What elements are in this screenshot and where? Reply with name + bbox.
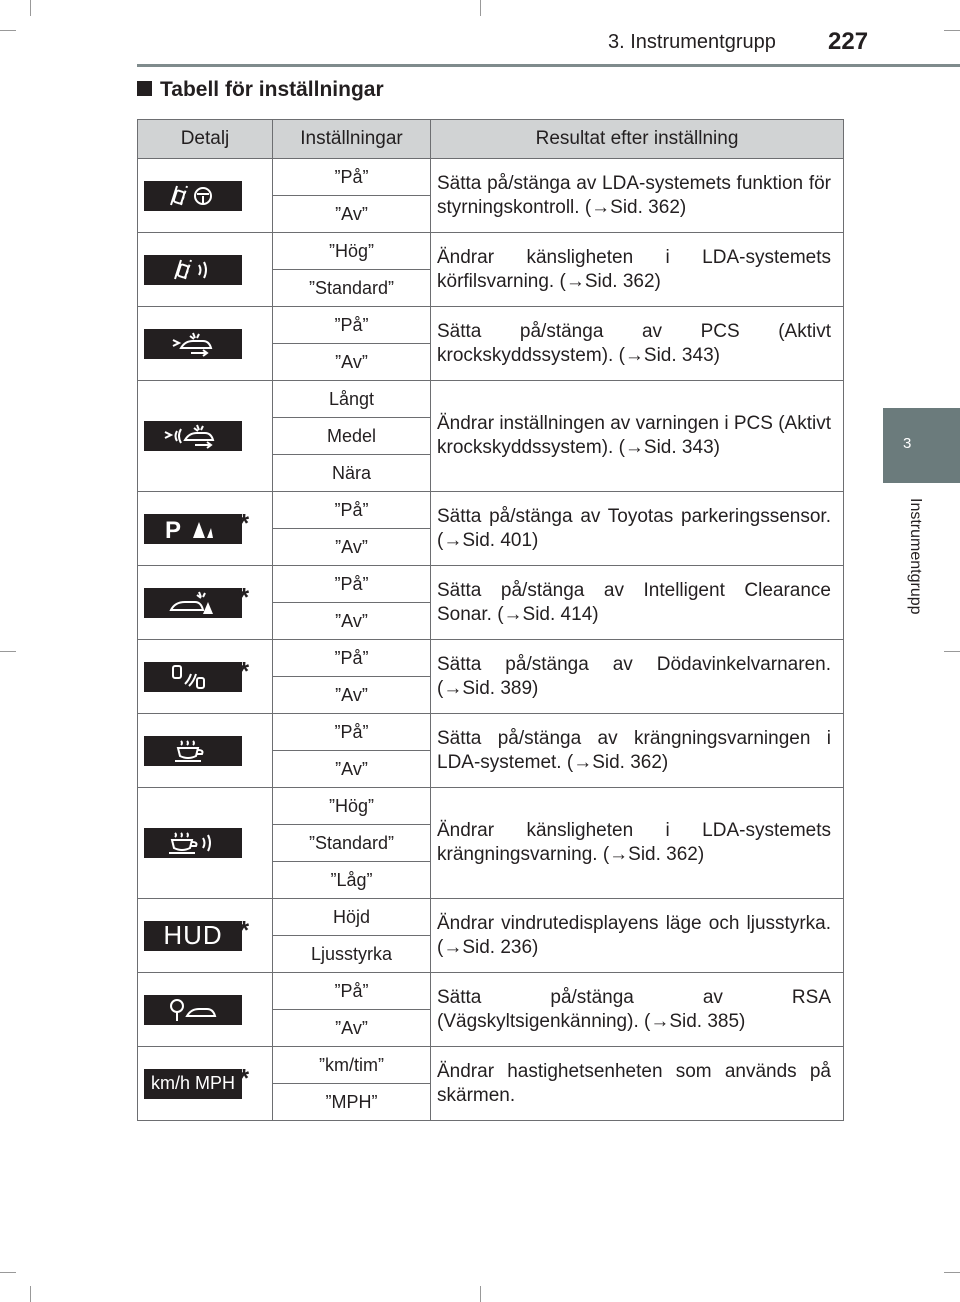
table-row bbox=[138, 1047, 844, 1084]
detail-cell bbox=[138, 788, 273, 899]
setting-value: Höjd bbox=[273, 899, 431, 936]
setting-value: ”På” bbox=[273, 307, 431, 344]
speed-unit-icon-label: km/h MPH bbox=[150, 1073, 235, 1093]
header-rule bbox=[137, 64, 960, 67]
crop-mark bbox=[480, 1286, 481, 1302]
column-header-result: Resultat efter inställning bbox=[431, 120, 844, 159]
footnote-asterisk: * bbox=[239, 1062, 250, 1093]
result-cell: Sätta på/stänga av Toyotas parkeringssensor. (→Sid. 401) bbox=[431, 492, 844, 566]
chapter-tab-number: 3 bbox=[903, 435, 912, 452]
setting-value: ”Standard” bbox=[273, 270, 431, 307]
detail-cell bbox=[138, 381, 273, 492]
crop-mark bbox=[944, 30, 960, 31]
lda-steering-control-icon bbox=[144, 181, 242, 211]
table-row bbox=[138, 566, 844, 603]
crop-mark bbox=[0, 1272, 16, 1273]
result-cell: Sätta på/stänga av krängningsvarningen i LDA-systemet. (→Sid. 362) bbox=[431, 714, 844, 788]
table-row bbox=[138, 159, 844, 196]
chapter-tab-label: Instrumentgrupp bbox=[907, 498, 924, 615]
table-row bbox=[138, 492, 844, 529]
crop-mark bbox=[0, 30, 16, 31]
footnote-asterisk: * bbox=[239, 655, 250, 686]
result-cell: Sätta på/stänga av Dödavinkelvarnaren. (→Sid. 389) bbox=[431, 640, 844, 714]
setting-value: ”På” bbox=[273, 159, 431, 196]
speed-unit-icon bbox=[144, 1069, 242, 1099]
table-row bbox=[138, 973, 844, 1010]
setting-value: Ljusstyrka bbox=[273, 936, 431, 973]
result-cell: Sätta på/stänga av LDA-systemets funktion för styrningskontroll. (→Sid. 362) bbox=[431, 159, 844, 233]
setting-value: Långt bbox=[273, 381, 431, 418]
setting-value: ”Av” bbox=[273, 529, 431, 566]
setting-value: ”På” bbox=[273, 973, 431, 1010]
crop-mark bbox=[30, 0, 31, 16]
page-number: 227 bbox=[828, 28, 869, 55]
result-cell: Ändrar hastighetsenheten som används på skärmen. bbox=[431, 1047, 844, 1121]
result-cell: Ändrar känsligheten i LDA-systemets krängningsvarning. (→Sid. 362) bbox=[431, 788, 844, 899]
setting-value: ”Av” bbox=[273, 751, 431, 788]
crop-mark bbox=[480, 0, 481, 16]
detail-cell bbox=[138, 640, 273, 714]
chapter-tab bbox=[883, 408, 960, 483]
table-row bbox=[138, 307, 844, 344]
pcs-icon bbox=[144, 329, 242, 359]
clearance-sonar-icon bbox=[144, 588, 242, 618]
section-title-text: Tabell för inställningar bbox=[160, 78, 384, 101]
sway-warning-icon bbox=[144, 736, 242, 766]
detail-cell bbox=[138, 307, 273, 381]
setting-value: ”På” bbox=[273, 492, 431, 529]
crop-mark bbox=[944, 1272, 960, 1273]
chapter-title: 3. Instrumentgrupp bbox=[608, 31, 776, 53]
detail-cell bbox=[138, 159, 273, 233]
setting-value: ”Hög” bbox=[273, 233, 431, 270]
crop-mark bbox=[30, 1286, 31, 1302]
setting-value: Medel bbox=[273, 418, 431, 455]
hud-icon-label: HUD bbox=[163, 920, 223, 950]
setting-value: Nära bbox=[273, 455, 431, 492]
hud-icon bbox=[144, 921, 242, 951]
detail-cell bbox=[138, 973, 273, 1047]
table-row bbox=[138, 714, 844, 751]
detail-cell bbox=[138, 899, 273, 973]
column-header-detail: Detalj bbox=[138, 120, 273, 159]
rsa-icon bbox=[144, 995, 242, 1025]
lda-sensitivity-icon bbox=[144, 255, 242, 285]
blind-spot-monitor-icon bbox=[144, 662, 242, 692]
table-row bbox=[138, 640, 844, 677]
table-row bbox=[138, 233, 844, 270]
setting-value: ”Av” bbox=[273, 344, 431, 381]
setting-value: ”Låg” bbox=[273, 862, 431, 899]
detail-cell bbox=[138, 492, 273, 566]
setting-value: ”Av” bbox=[273, 1010, 431, 1047]
crop-mark bbox=[0, 651, 16, 652]
footnote-asterisk: * bbox=[239, 581, 250, 612]
table-row bbox=[138, 899, 844, 936]
pcs-warning-icon bbox=[144, 421, 242, 451]
result-cell: Ändrar inställningen av varningen i PCS (Aktivt krockskyddssystem). (→Sid. 343) bbox=[431, 381, 844, 492]
setting-value: ”Av” bbox=[273, 196, 431, 233]
footnote-asterisk: * bbox=[239, 914, 250, 945]
detail-cell bbox=[138, 1047, 273, 1121]
parking-sensor-icon bbox=[144, 514, 242, 544]
setting-value: ”km/tim” bbox=[273, 1047, 431, 1084]
detail-cell bbox=[138, 714, 273, 788]
column-header-settings: Inställningar bbox=[273, 120, 431, 159]
setting-value: ”Av” bbox=[273, 677, 431, 714]
setting-value: ”På” bbox=[273, 714, 431, 751]
setting-value: ”På” bbox=[273, 640, 431, 677]
result-cell: Sätta på/stänga av PCS (Aktivt krockskyddssystem). (→Sid. 343) bbox=[431, 307, 844, 381]
detail-cell bbox=[138, 233, 273, 307]
crop-mark bbox=[944, 651, 960, 652]
setting-value: ”Hög” bbox=[273, 788, 431, 825]
sway-sensitivity-icon bbox=[144, 828, 242, 858]
bullet-square-icon bbox=[137, 81, 152, 96]
result-cell: Ändrar känsligheten i LDA-systemets körfilsvarning. (→Sid. 362) bbox=[431, 233, 844, 307]
setting-value: ”Av” bbox=[273, 603, 431, 640]
table-header-row bbox=[138, 120, 844, 159]
footnote-asterisk: * bbox=[239, 507, 250, 538]
svg-text:P: P bbox=[165, 516, 182, 542]
section-title bbox=[137, 78, 384, 102]
settings-table bbox=[137, 119, 844, 1121]
result-cell: Sätta på/stänga av RSA (Vägskyltsigenkänning). (→Sid. 385) bbox=[431, 973, 844, 1047]
setting-value: ”På” bbox=[273, 566, 431, 603]
table-row bbox=[138, 381, 844, 418]
result-cell: Ändrar vindrutedisplayens läge och ljusstyrka. (→Sid. 236) bbox=[431, 899, 844, 973]
setting-value: ”MPH” bbox=[273, 1084, 431, 1121]
setting-value: ”Standard” bbox=[273, 825, 431, 862]
result-cell: Sätta på/stänga av Intelligent Clearance Sonar. (→Sid. 414) bbox=[431, 566, 844, 640]
table-row bbox=[138, 788, 844, 825]
detail-cell bbox=[138, 566, 273, 640]
